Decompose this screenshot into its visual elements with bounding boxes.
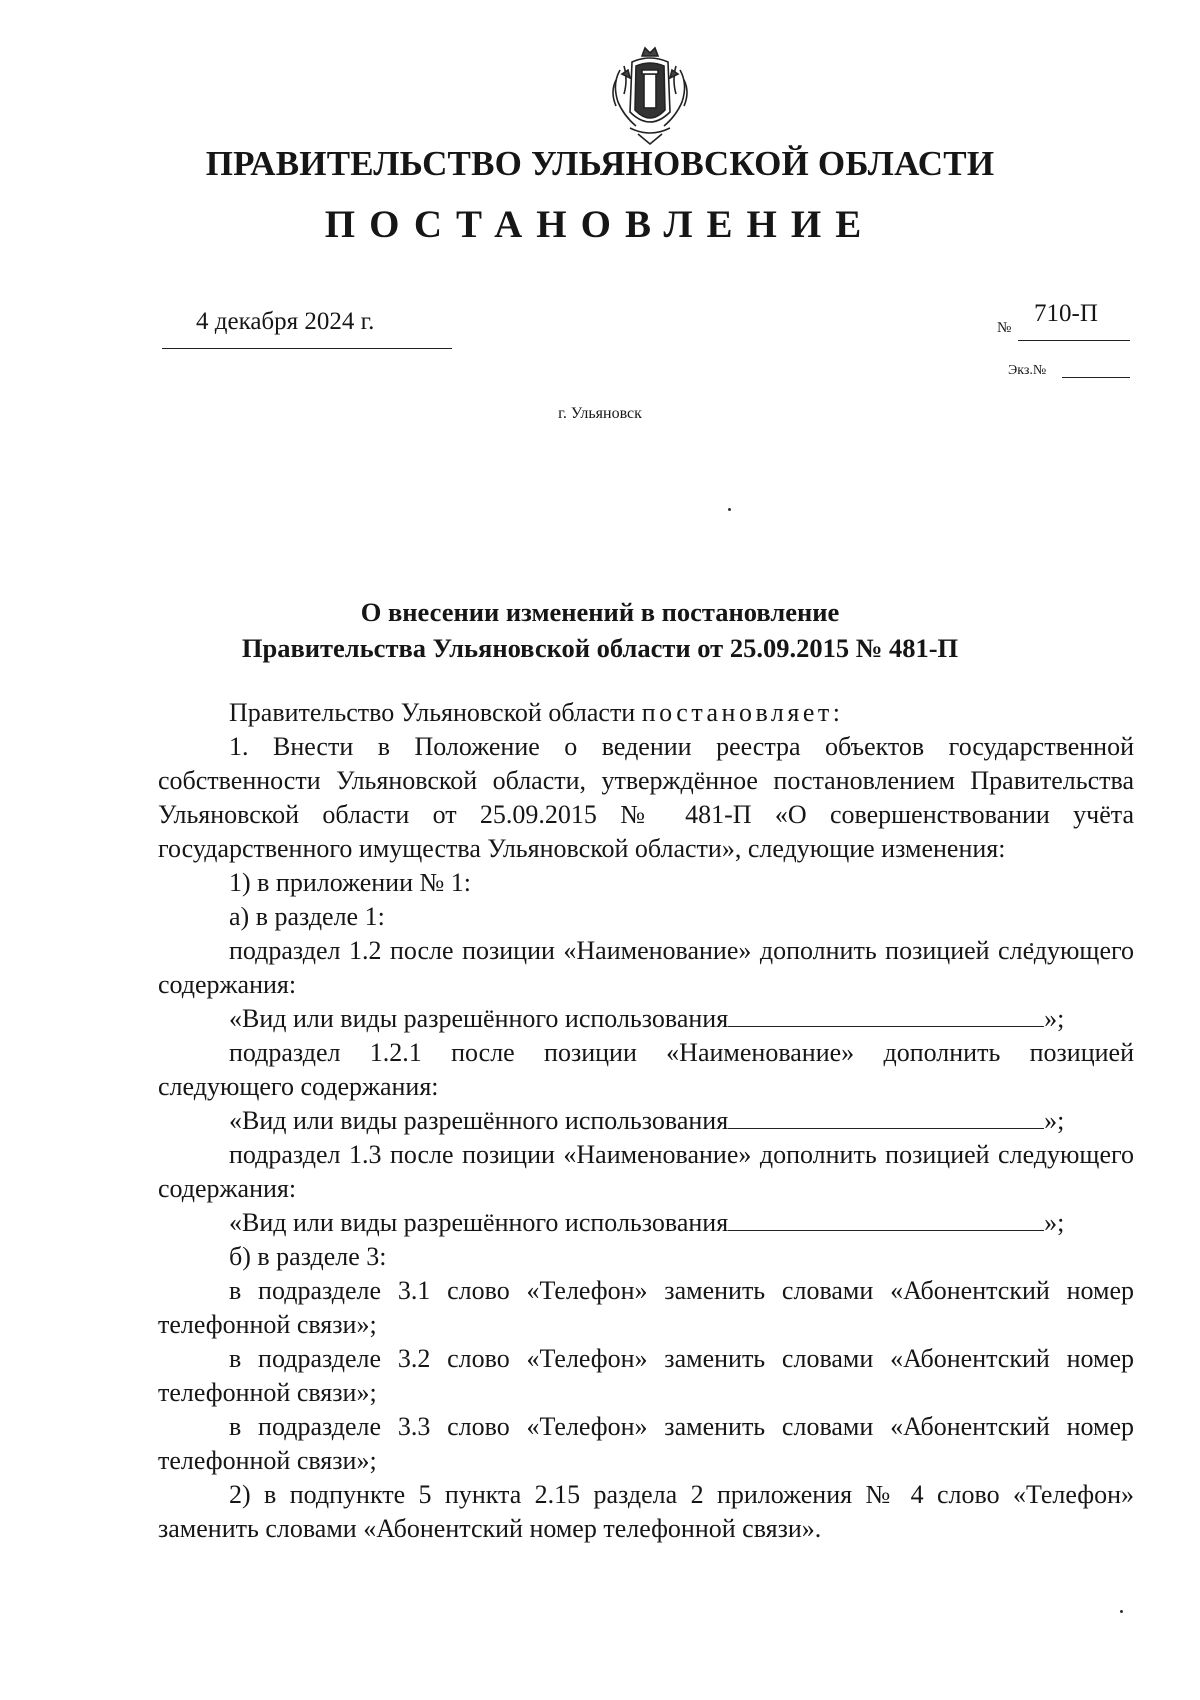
document-date: 4 декабря 2024 г. xyxy=(196,308,375,335)
number-field xyxy=(1018,298,1130,341)
insert-end: »; xyxy=(1044,1208,1065,1237)
coat-of-arms-icon xyxy=(602,40,698,148)
item-1-paragraph: 1. Внести в Положение о ведении реестра объектов государственной собственности Ульяновской области, утверждённое постановлением Правительства Ульяновской области от 25.09.2015 № 481-П «О совершенствовании учёта государственного имущества Ульяновской области», следующие изменения: xyxy=(158,732,1134,863)
subsection-3-2: в подразделе 3.2 слово «Телефон» заменить словами «Абонентский номер телефонной связи»; xyxy=(158,1344,1134,1407)
number-label: № xyxy=(997,320,1012,336)
insert-line-3 xyxy=(158,1206,1134,1240)
item-1-1: 1) в приложении № 1: xyxy=(229,868,472,897)
insert-end: »; xyxy=(1044,1106,1065,1135)
intro-prefix: Правительство Ульяновской области xyxy=(229,698,642,727)
insert-text: «Вид или виды разрешённого использования xyxy=(229,1106,729,1135)
subject-line-2: Правительства Ульяновской области от 25.09.2015 № 481-П xyxy=(241,633,959,663)
subsection-3-3: в подразделе 3.3 слово «Телефон» заменить словами «Абонентский номер телефонной связи»; xyxy=(158,1412,1134,1475)
insert-line-1 xyxy=(158,1002,1134,1036)
item-2-paragraph: 2) в подпункте 5 пункта 2.15 раздела 2 приложения № 4 слово «Телефон» заменить словами «Абонентский номер телефонной связи». xyxy=(158,1480,1134,1543)
insert-line-2 xyxy=(158,1104,1134,1138)
subsection-1-2-1: подраздел 1.2.1 после позиции «Наименование» дополнить позицией следующего содержания: xyxy=(158,1038,1134,1101)
insert-end: »; xyxy=(1044,1004,1065,1033)
government-title: ПРАВИТЕЛЬСТВО УЛЬЯНОВСКОЙ ОБЛАСТИ xyxy=(205,144,995,183)
blank-field xyxy=(728,1106,1044,1129)
subsection-1-3: подраздел 1.3 после позиции «Наименование» дополнить позицией следующего содержания: xyxy=(158,1140,1134,1203)
subsection-1-2: подраздел 1.2 после позиции «Наименование» дополнить позицией следующего содержания: xyxy=(158,936,1134,999)
intro-decree: постановляет: xyxy=(641,698,844,727)
document-body xyxy=(158,696,1134,1546)
item-1-b: б) в разделе 3: xyxy=(229,1242,387,1271)
subject-line-1: О внесении изменений в постановление xyxy=(360,597,840,627)
document-subject xyxy=(0,594,1200,666)
blank-field xyxy=(728,1004,1044,1027)
insert-text: «Вид или виды разрешённого использования xyxy=(229,1004,729,1033)
issue-city: г. Ульяновск xyxy=(558,405,642,422)
date-field xyxy=(162,300,452,349)
intro-paragraph xyxy=(158,696,1134,730)
scan-speck xyxy=(728,508,731,511)
insert-text: «Вид или виды разрешённого использования xyxy=(229,1208,729,1237)
document-type-title: ПОСТАНОВЛЕНИЕ xyxy=(324,203,876,246)
subsection-3-1: в подразделе 3.1 слово «Телефон» заменить словами «Абонентский номер телефонной связи»; xyxy=(158,1276,1134,1339)
document-number: 710-П xyxy=(1034,300,1098,327)
copy-number-field xyxy=(1062,377,1130,378)
blank-field xyxy=(728,1208,1044,1231)
copy-number-label: Экз.№ xyxy=(1008,363,1047,378)
scan-speck xyxy=(1120,1610,1123,1613)
item-1-a: а) в разделе 1: xyxy=(229,902,385,931)
